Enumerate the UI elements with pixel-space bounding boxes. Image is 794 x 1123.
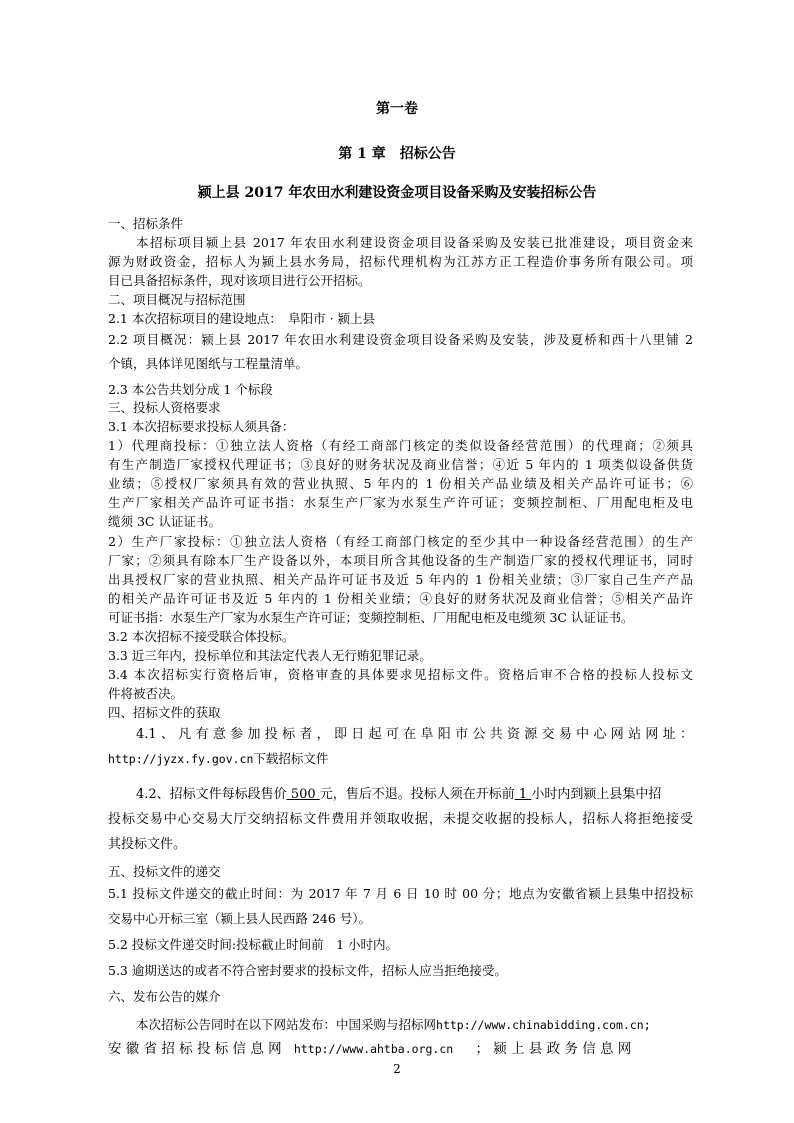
section-heading-6: 六、发布公告的媒介 bbox=[108, 989, 221, 1004]
clause-2-2-cont: 个镇，具体详见图纸与工程量清单。 bbox=[108, 356, 309, 371]
chapter-heading bbox=[0, 143, 794, 163]
price-value: 500 bbox=[286, 787, 320, 802]
price-text: 元，售后不退。投标人须在开标前 bbox=[319, 787, 515, 802]
media-line-2 bbox=[108, 1039, 693, 1059]
chapter-title: 招标公告 bbox=[399, 146, 456, 162]
paragraph-line: 可证书指：水泵生产厂家为水泵生产许可证；变频控制柜、厂用配电柜及电缆须 3C 认证证书。 bbox=[108, 610, 634, 625]
clause-5-2: 5.2 投标文件递交时间:投标截止时间前 1 小时内。 bbox=[108, 937, 398, 952]
section-heading-1: 一、招标条件 bbox=[108, 216, 184, 231]
media-text: ； 颍 上 县 政 务 信 息 网 bbox=[475, 1041, 632, 1057]
media-text: 本次招标公告同时在以下网站发布：中国采购与招标网 bbox=[136, 1017, 437, 1032]
clause-5-1: 5.1 投标文件递交的截止时间：为 2017 年 7 月 6 日 10 时 00 分；地点为安徽省颍上县集中招投标 bbox=[108, 886, 693, 901]
download-url-tail: 下载招标文件 bbox=[253, 751, 329, 766]
clause-4-1-url-line bbox=[108, 749, 693, 769]
clause-4-1: 4.1、凡有意参加投标者，即日起可在阜阳市公共资源交易中心网站网址： bbox=[136, 727, 693, 742]
media-text: 安 徽 省 招 标 投 标 信 息 网 bbox=[108, 1041, 282, 1057]
clause-2-3: 2.3 本公告共划分成 1 个标段 bbox=[108, 382, 273, 397]
volume-heading: 第一卷 bbox=[376, 101, 418, 117]
hours-value: 1 bbox=[514, 787, 532, 802]
clause-3-3: 3.3 近三年内，投标单位和其法定代表人无行贿犯罪记录。 bbox=[108, 648, 432, 663]
paragraph-line: 的相关产品许可证书及近 5 年内的 1 份相关业绩；④良好的财务状况及商业信誉；⑤相关产品许 bbox=[108, 591, 693, 606]
clause-4-2-cont: 投标交易中心交易大厅交纳招标文件费用并领取收据，未提交收据的投标人，招标人将拒绝接受 bbox=[108, 812, 693, 827]
paragraph-line: 业绩；⑤授权厂家须具有效的营业执照、5 年内的 1 份相关产品业绩及相关产品许可证书；⑥ bbox=[108, 476, 693, 491]
paragraph-line: 1）代理商投标：①独立法人资格（有经工商部门核定的类似设备经营范围）的代理商；②须具 bbox=[108, 438, 693, 453]
document-title: 颍上县 2017 年农田水利建设资金项目设备采购及安装招标公告 bbox=[197, 185, 597, 201]
media-line-1 bbox=[136, 1015, 693, 1035]
clause-4-2-end: 其投标文件。 bbox=[108, 837, 187, 852]
clause-3-4-cont: 件将被否决。 bbox=[108, 686, 184, 701]
price-label: 4.2、招标文件每标段售价 bbox=[136, 787, 287, 802]
page-number: 2 bbox=[393, 1062, 401, 1076]
paragraph-line: 有生产制造厂家授权代理证书；③良好的财务状况及商业信誉；④近 5 年内的 1 项类似设备供货 bbox=[108, 457, 693, 472]
clause-3-4: 3.4 本次招标实行资格后审，资格审查的具体要求见招标文件。资格后审不合格的投标人投标文 bbox=[108, 667, 693, 682]
clause-2-1: 2.1 本次招标项目的建设地点： 阜阳市 · 颍上县 bbox=[108, 311, 376, 326]
chinabidding-url: http://www.chinabidding.com.cn; bbox=[436, 1018, 651, 1032]
clause-5-3: 5.3 逾期送达的或者不符合密封要求的投标文件，招标人应当拒绝接受。 bbox=[108, 963, 507, 978]
paragraph-line: 源为财政资金，招标人为颍上县水务局，招标代理机构为江苏方正工程造价事务所有限公司。项 bbox=[108, 254, 693, 269]
section-heading-2: 二、项目概况与招标范围 bbox=[108, 292, 246, 307]
paragraph-line: 2）生产厂家投标：①独立法人资格（有经工商部门核定的至少其中一种设备经营范围）的生产 bbox=[108, 534, 693, 549]
hours-text: 小时内到颍上县集中招 bbox=[531, 787, 662, 802]
section-heading-5: 五、投标文件的递交 bbox=[108, 864, 221, 879]
section-heading-4: 四、招标文件的获取 bbox=[108, 705, 221, 720]
paragraph-line: 厂家；②须具有除本厂生产设备以外，本项目所含其他设备的生产制造厂家的授权代理证书，同时 bbox=[108, 553, 693, 568]
chapter-number: 第 1 章 bbox=[338, 146, 386, 162]
paragraph-line: 出具授权厂家的营业执照、相关产品许可证书及近 5 年内的 1 份相关业绩；③厂家自己生产产品 bbox=[108, 572, 693, 587]
clause-3-1: 3.1 本次招标要求投标人须具备： bbox=[108, 419, 295, 434]
clause-2-2: 2.2 项目概况：颍上县 2017 年农田水利建设资金项目设备采购及安装，涉及夏桥和西十八里铺 2 bbox=[108, 332, 693, 347]
download-url: http://jyzx.fy.gov.cn bbox=[108, 752, 254, 766]
clause-5-1-cont: 交易中心开标三室（颍上县人民西路 246 号）。 bbox=[108, 911, 372, 926]
clause-4-2 bbox=[136, 785, 693, 805]
paragraph-line: 缆须 3C 认证证书。 bbox=[108, 514, 221, 529]
section-heading-3: 三、投标人资格要求 bbox=[108, 400, 221, 415]
paragraph-line: 生产厂家相关产品许可证书指：水泵生产厂家为水泵生产许可证；变频控制柜、厂用配电柜及电 bbox=[108, 495, 693, 510]
ahtba-url: http://www.ahtba.org.cn bbox=[293, 1042, 454, 1056]
paragraph-line: 目已具备招标条件，现对该项目进行公开招标。 bbox=[108, 273, 371, 288]
clause-3-2: 3.2 本次招标不接受联合体投标。 bbox=[108, 629, 295, 644]
paragraph-line: 本招标项目颍上县 2017 年农田水利建设资金项目设备采购及安装已批准建设，项目资金来 bbox=[136, 235, 693, 250]
